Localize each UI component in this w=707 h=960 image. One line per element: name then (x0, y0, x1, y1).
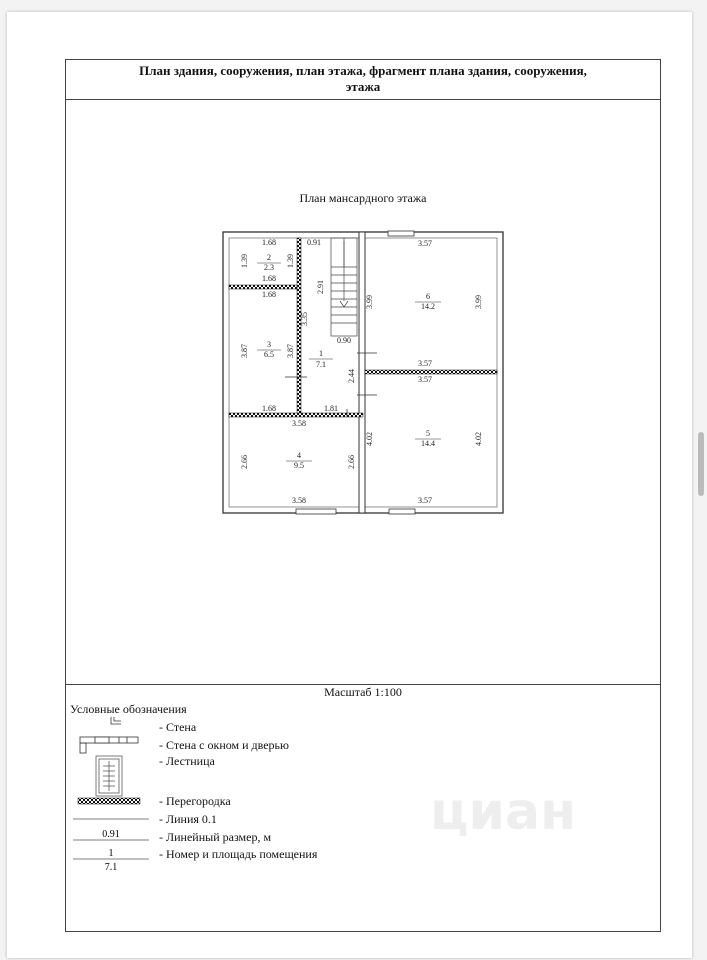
legend-room-area-sample: 7.1 (104, 862, 118, 873)
room-6-area: 14.2 (421, 302, 435, 311)
legend-dimension-sample: 0.91 (102, 829, 120, 840)
dim-label: 1.68 (262, 238, 276, 247)
legend-stairs: - Лестница (159, 754, 215, 768)
room-4-number: 4 (297, 451, 301, 460)
dim-label: 1.81 (324, 404, 338, 413)
central-wall (359, 232, 365, 513)
dim-label: 0.91 (307, 238, 321, 247)
window-bottom-left (296, 509, 336, 514)
dim-label: 3.57 (418, 239, 432, 248)
window-top (388, 231, 414, 236)
document-page (7, 12, 692, 958)
legend-partition-symbol (78, 798, 140, 804)
scrollbar-thumb[interactable] (698, 432, 704, 496)
dim-label: 1.39 (240, 254, 249, 268)
legend-stairs-symbol (96, 756, 122, 796)
dim-label: 3.58 (292, 419, 306, 428)
legend-room: - Номер и площадь помещения (159, 847, 318, 861)
room-1-number: 1 (319, 349, 323, 358)
legend-wall-window-symbol (80, 737, 138, 753)
legend-partition: - Перегородка (159, 794, 231, 808)
legend-wall-symbol (111, 717, 121, 724)
partition (229, 413, 363, 417)
dim-label: 2.44 (347, 369, 356, 383)
header-line-2: этажа (345, 79, 381, 94)
plan-title: План мансардного этажа (299, 191, 427, 205)
dim-label: 3.57 (418, 359, 432, 368)
dim-label: 2.91 (316, 280, 325, 294)
room-2-number: 2 (267, 253, 271, 262)
room-5-number: 5 (426, 429, 430, 438)
room-1-area: 7.1 (316, 360, 326, 369)
legend-title: Условные обозначения (70, 702, 187, 716)
dim-label: 1.68 (262, 290, 276, 299)
room-2-area: 2.3 (264, 263, 274, 272)
dim-label: 3.58 (292, 496, 306, 505)
dim-label: 0.90 (337, 336, 351, 345)
header-line-1: План здания, сооружения, план этажа, фрагмент плана здания, сооружения, (139, 63, 587, 78)
legend-dimension: - Линейный размер, м (159, 830, 272, 844)
legend-wall: - Стена (159, 720, 197, 734)
dim-label: 2.66 (240, 455, 249, 469)
dim-label: 4.02 (474, 432, 483, 446)
watermark: циан (430, 782, 576, 842)
dim-label: 1.68 (262, 274, 276, 283)
room-5-area: 14.4 (421, 439, 435, 448)
partition (365, 370, 497, 374)
dim-label: 3.87 (240, 344, 249, 358)
room-3-number: 3 (267, 340, 271, 349)
legend-wall-window-door: - Стена с окном и дверью (159, 738, 289, 752)
room-4-area: 9.5 (294, 461, 304, 470)
legend-line: - Линия 0.1 (159, 812, 217, 826)
dim-label: 3.35 (300, 312, 309, 326)
partition (229, 285, 299, 289)
dim-label: 1.39 (286, 254, 295, 268)
legend-room-number-sample: 1 (108, 848, 114, 859)
dim-label: 2.66 (347, 455, 356, 469)
scale-label: Масштаб 1:100 (66, 684, 660, 700)
dim-label: 4.02 (365, 432, 374, 446)
window-bottom-right (389, 509, 415, 514)
dim-label: 3.99 (365, 295, 374, 309)
dim-label: 3.99 (474, 295, 483, 309)
room-3-area: 6.5 (264, 350, 274, 359)
staircase (331, 238, 357, 336)
dim-label: 3.57 (418, 496, 432, 505)
dim-label: 3.87 (286, 344, 295, 358)
dim-label: 3.57 (418, 375, 432, 384)
room-6-number: 6 (426, 292, 430, 301)
dim-label: 1.68 (262, 404, 276, 413)
